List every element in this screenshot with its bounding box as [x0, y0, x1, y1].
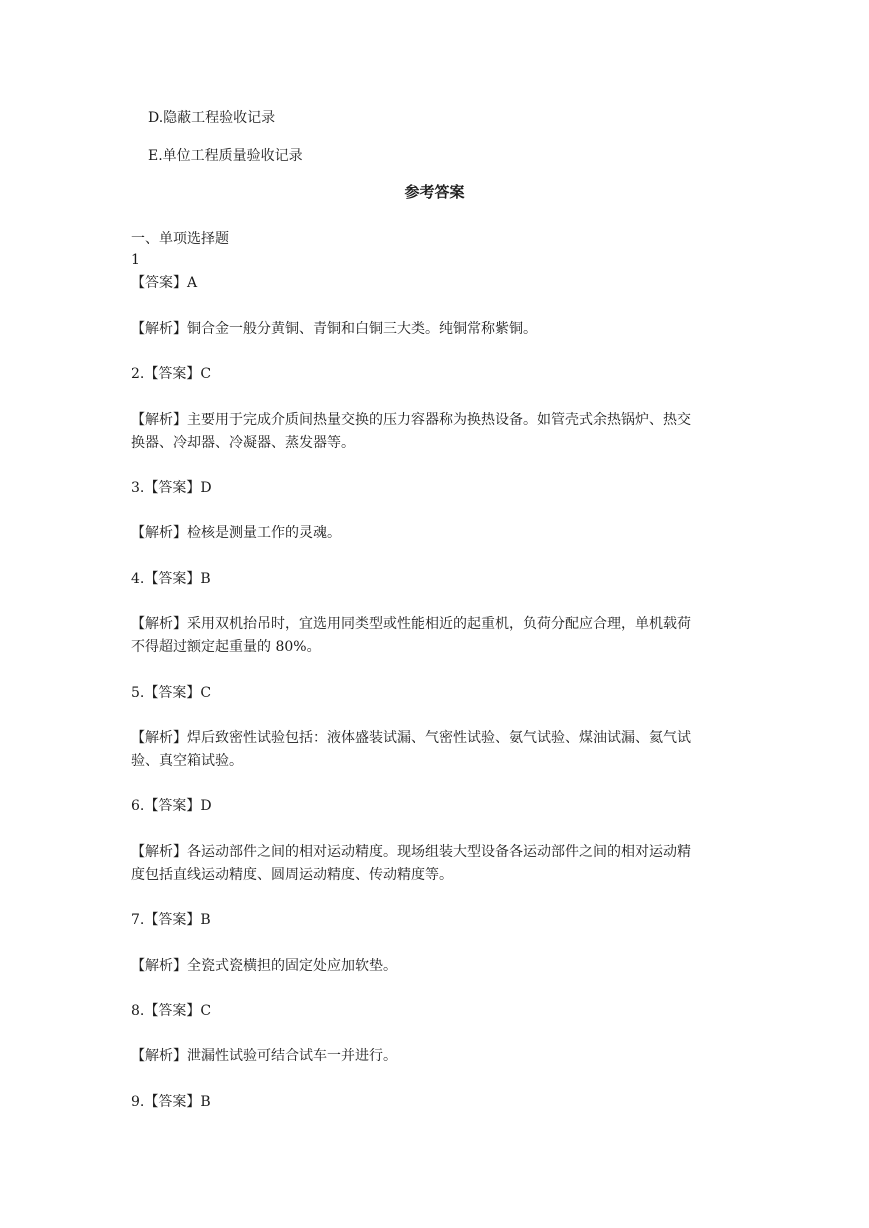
- answer-8: 8.【答案】C: [131, 1003, 212, 1019]
- answer-1: 【答案】A: [131, 275, 198, 291]
- part-heading: 一、单项选择题: [131, 231, 229, 247]
- answer-5: 5.【答案】C: [131, 685, 212, 701]
- analysis-2-line-1: 【解析】主要用于完成介质间热量交换的压力容器称为换热设备。如管壳式余热锅炉、热交: [131, 412, 691, 428]
- answer-2: 2.【答案】C: [131, 366, 212, 382]
- option-d: D.隐蔽工程验收记录: [148, 110, 276, 126]
- option-e: E.单位工程质量验收记录: [148, 148, 303, 164]
- answer-9: 9.【答案】B: [131, 1094, 211, 1110]
- section-title: 参考答案: [404, 183, 465, 201]
- answer-3: 3.【答案】D: [131, 480, 212, 496]
- analysis-7: 【解析】全瓷式瓷横担的固定处应加软垫。: [131, 958, 397, 974]
- analysis-1: 【解析】铜合金一般分黄铜、青铜和白铜三大类。纯铜常称紫铜。: [131, 321, 537, 337]
- analysis-5-line-1: 【解析】焊后致密性试验包括：液体盛装试漏、气密性试验、氨气试验、煤油试漏、氦气试: [131, 730, 691, 746]
- answer-1-number: 1: [131, 252, 140, 268]
- analysis-2-line-2: 换器、冷却器、冷凝器、蒸发器等。: [131, 435, 355, 451]
- answer-4: 4.【答案】B: [131, 571, 211, 587]
- analysis-4-line-1: 【解析】采用双机抬吊时，宜选用同类型或性能相近的起重机，负荷分配应合理，单机载荷: [131, 616, 691, 632]
- analysis-6-line-2: 度包括直线运动精度、圆周运动精度、传动精度等。: [131, 867, 453, 883]
- answer-6: 6.【答案】D: [131, 798, 212, 814]
- analysis-4-line-2: 不得超过额定起重量的 80%。: [131, 639, 321, 655]
- analysis-5-line-2: 验、真空箱试验。: [131, 753, 243, 769]
- analysis-6-line-1: 【解析】各运动部件之间的相对运动精度。现场组装大型设备各运动部件之间的相对运动精: [131, 844, 691, 860]
- analysis-3: 【解析】检核是测量工作的灵魂。: [131, 525, 341, 541]
- answer-7: 7.【答案】B: [131, 912, 211, 928]
- analysis-8: 【解析】泄漏性试验可结合试车一并进行。: [131, 1048, 397, 1064]
